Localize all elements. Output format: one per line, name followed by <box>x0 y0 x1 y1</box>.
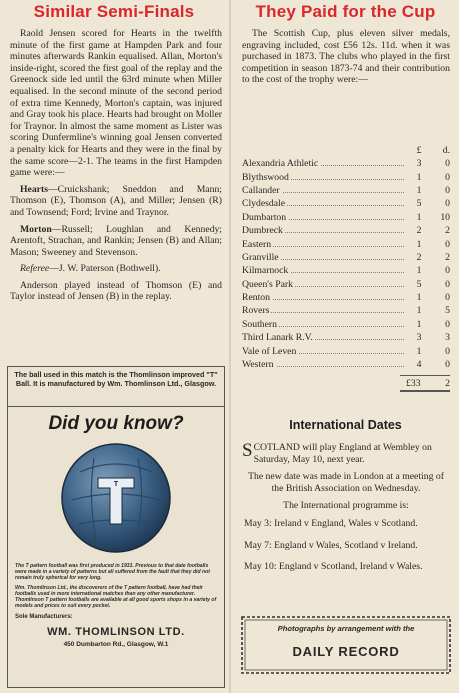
club-name: Granville <box>242 251 279 263</box>
club-cell <box>242 305 408 316</box>
club-cell <box>242 212 408 223</box>
pence-cell: 0 <box>445 265 450 277</box>
total-pounds: £33 <box>406 377 421 389</box>
table-row <box>242 197 450 210</box>
ball-note: The ball used in this match is the Thomlinson improved "T" Ball. It is manufactured by Wm. Thomlinson Ltd., Glasgow. <box>8 367 224 407</box>
club-name: Blythswood <box>242 171 289 183</box>
table-header <box>242 145 450 157</box>
pence-header: d. <box>442 145 450 156</box>
pence-cell: 0 <box>445 171 450 183</box>
sole-manufacturers-label: Sole Manufacturers: <box>15 614 73 621</box>
club-name: Renton <box>242 292 270 304</box>
club-cell <box>242 252 408 263</box>
club-cell <box>242 239 408 250</box>
football-illustration <box>8 442 224 554</box>
football-icon <box>60 442 172 554</box>
table-row <box>242 224 450 237</box>
pence-cell: 0 <box>445 359 450 371</box>
club-cell <box>242 185 408 196</box>
headline-semi-finals: Similar Semi-Finals <box>33 2 195 21</box>
photo-credit-box <box>239 614 453 676</box>
intl-para-2: The new date was made in London at a meeting of the British Association on Wednesday. <box>248 471 444 494</box>
pence-cell: 0 <box>445 292 450 304</box>
thomlinson-advert <box>7 366 225 688</box>
pounds-header: £ <box>416 145 422 156</box>
club-cell <box>242 359 408 370</box>
morton-players: —Russell; Loughlan and Kennedy; Arentoft, Strachan, and Rankin; Jensen (B) and Allan; Mason; Sweeney and Stevenson. <box>10 223 222 258</box>
pounds-cell: 3 <box>416 332 422 344</box>
pence-cell: 5 <box>445 305 450 317</box>
club-name: Eastern <box>242 238 272 250</box>
cup-intro: The Scottish Cup, plus eleven silver medals, engraving included, cost £56 12s. 11d. when it was purchased in 1873. The clubs who played in the first competition in season 1873-74 and their contribution to the cost of the trophy were:— <box>242 28 450 86</box>
pence-cell: 0 <box>445 318 450 330</box>
club-cell <box>242 346 408 357</box>
pounds-cell: 1 <box>416 318 422 330</box>
company-name: WM. THOMLINSON LTD. <box>47 626 185 639</box>
table-row <box>242 291 450 304</box>
club-name: Rovers <box>242 305 270 317</box>
cup-story <box>242 28 450 91</box>
table-row <box>242 304 450 317</box>
club-cell <box>242 158 408 169</box>
pence-cell: 2 <box>445 225 450 237</box>
table-row <box>242 184 450 197</box>
club-name: Queen's Park <box>242 278 293 290</box>
table-body <box>242 157 450 371</box>
pounds-cell: 5 <box>416 278 422 290</box>
table-row <box>242 331 450 344</box>
pence-cell: 0 <box>445 184 450 196</box>
pounds-cell: 1 <box>416 305 422 317</box>
pence-cell: 2 <box>445 251 450 263</box>
table-row <box>242 251 450 264</box>
club-name: Vale of Leven <box>242 345 297 357</box>
advert-fine-print <box>8 563 224 609</box>
intl-para-1 <box>242 442 450 465</box>
pounds-cell: 1 <box>416 292 422 304</box>
intl-para-1-text: COTLAND will play England at Wembley on Saturday, May 10, next year. <box>253 442 432 465</box>
fine-print-1: The T pattern football was first produced in 1931. Previous to that date footballs were made in a variety of patterns but all suffered from the fault that they did not remain truly spherical for very long. <box>15 563 210 582</box>
pence-cell: 0 <box>445 198 450 210</box>
pence-cell: 3 <box>445 332 450 344</box>
photo-credit-text: Photographs by arrangement with the <box>277 624 415 633</box>
fixture-line: May 3: Ireland v England, Wales v Scotland. <box>244 517 418 529</box>
semi-finals-story <box>10 28 222 308</box>
table-row <box>242 278 450 291</box>
pounds-cell: 1 <box>416 184 422 196</box>
table-row <box>242 358 450 371</box>
contribution-table <box>242 145 450 392</box>
club-cell <box>242 332 408 343</box>
table-row <box>242 344 450 357</box>
referee-name: —J. W. Paterson (Bothwell). <box>49 263 161 275</box>
pounds-cell: 1 <box>416 265 422 277</box>
intl-para-3: The International programme is: <box>283 500 409 512</box>
did-you-know-title: Did you know? <box>48 413 184 434</box>
club-cell <box>242 198 408 209</box>
club-cell <box>242 265 408 276</box>
club-cell <box>242 225 408 236</box>
club-name: Kilmarnock <box>242 265 289 277</box>
morton-label: Morton <box>20 223 52 235</box>
international-dates-story <box>242 442 450 583</box>
total-row <box>242 376 450 390</box>
table-row <box>242 318 450 331</box>
page-fold <box>229 0 231 693</box>
total-double-rule <box>400 390 450 392</box>
pounds-cell: 2 <box>416 225 422 237</box>
total-pence: 2 <box>445 377 450 389</box>
club-cell <box>242 279 408 290</box>
pounds-cell: 1 <box>416 345 422 357</box>
pence-cell: 0 <box>445 158 450 170</box>
pounds-cell: 2 <box>416 251 422 263</box>
club-cell <box>242 319 408 330</box>
replay-note: Anderson played instead of Thomson (E) and Taylor instead of Jensen (B) in the replay. <box>10 279 222 303</box>
story-paragraph: Raold Jensen scored for Hearts in the twelfth minute of the first game at Hampden Park and four minutes afterwards Rankin equalised. Allan, Morton's inside-right, scored the first goal of the replay and the Greenock side led until the 63rd minute when Miller equalised. In the second minute of the second period of extra time Kennedy, Morton's captain, was injured and Gray took his place. Hearts had brought on Moller for Traynor. In almost the same moment as Lister was scoring Dunfermline's winning goal Jensen converted a penalty kick for Hearts and they were in the final by the same score—2-1. The teams in the first Hampden game were:— <box>10 28 222 179</box>
hearts-label: Hearts <box>20 183 48 195</box>
club-name: Western <box>242 359 274 371</box>
newspaper-name: DAILY RECORD <box>292 644 400 659</box>
club-cell <box>242 292 408 303</box>
table-row <box>242 170 450 183</box>
fixture-line: May 10: England v Scotland, Ireland v Wales. <box>244 561 423 573</box>
table-row <box>242 264 450 277</box>
referee-line <box>10 263 222 275</box>
fixture-line: May 7: England v Wales, Scotland v Ireland. <box>244 539 418 551</box>
club-name: Callander <box>242 184 280 196</box>
international-dates-title: International Dates <box>289 418 402 432</box>
ball-letter: T <box>113 481 119 488</box>
pounds-cell: 1 <box>416 238 422 250</box>
pounds-cell: 3 <box>416 158 422 170</box>
fine-print-2: Wm. Thomlinson Ltd., the discoverers of the T pattern football, have had their footballs used in more international matches than any other manufacturer. Thomlinson T pattern footballs are available at all good sports shops in a variety of models and prices to suit every pocket. <box>15 584 217 610</box>
drop-cap: S <box>242 440 253 461</box>
pounds-cell: 1 <box>416 171 422 183</box>
table-row <box>242 157 450 170</box>
hearts-lineup <box>10 184 222 219</box>
pence-cell: 10 <box>440 211 450 223</box>
morton-lineup <box>10 224 222 259</box>
club-name: Alexandria Athletic <box>242 158 319 170</box>
referee-label: Referee <box>20 263 50 275</box>
pence-cell: 0 <box>445 238 450 250</box>
club-name: Southern <box>242 318 277 330</box>
table-row <box>242 237 450 250</box>
pounds-cell: 1 <box>416 211 422 223</box>
club-name: Clydesdale <box>242 198 286 210</box>
pence-cell: 0 <box>445 278 450 290</box>
club-name: Third Lanark R.V. <box>242 332 313 344</box>
club-name: Dumbarton <box>242 211 287 223</box>
company-address: 450 Dumbarton Rd., Glasgow, W.1 <box>63 641 169 649</box>
pounds-cell: 5 <box>416 198 422 210</box>
pence-cell: 0 <box>445 345 450 357</box>
headline-paid-for-cup: They Paid for the Cup <box>255 2 436 21</box>
hearts-players: —Cruickshank; Sneddon and Mann; Thomson (E), Thomson (A), and Miller; Jensen (R) and Townsend; Ford; Irvine and Traynor. <box>10 183 222 218</box>
pounds-cell: 4 <box>416 359 422 371</box>
club-name: Dumbreck <box>242 225 283 237</box>
table-row <box>242 211 450 224</box>
club-cell <box>242 172 408 183</box>
